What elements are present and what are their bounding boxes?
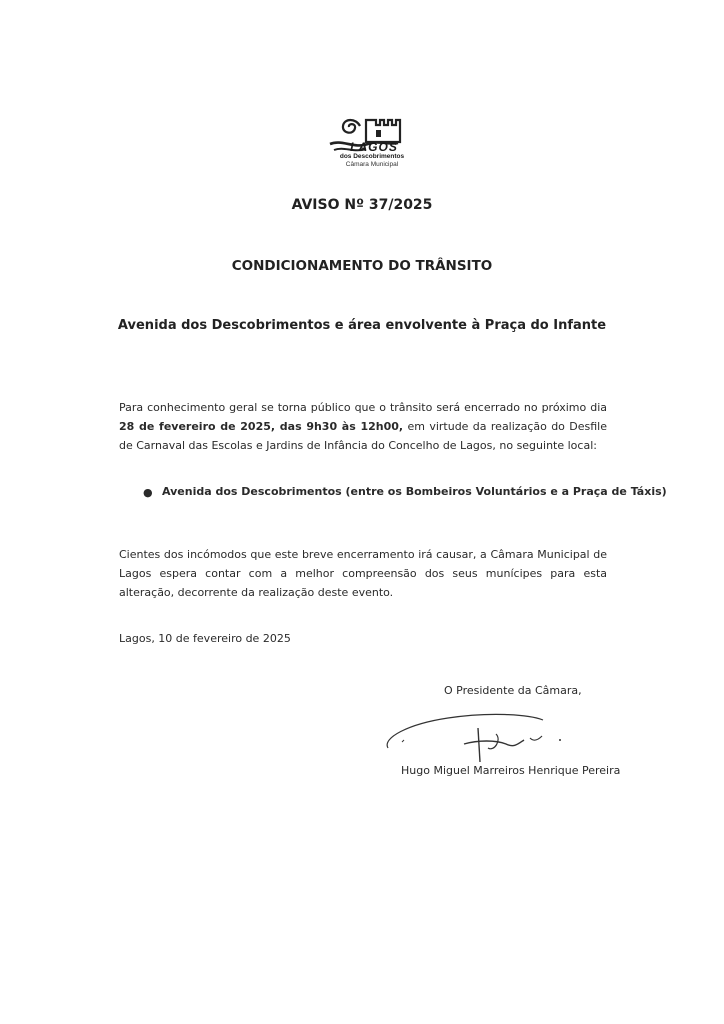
signatory-title: O Presidente da Câmara, (444, 684, 582, 697)
paragraph-date-bold: 28 de fevereiro de 2025, das 9h30 às 12h00, (119, 420, 404, 433)
notice-title: CONDICIONAMENTO DO TRÂNSITO (231, 258, 493, 274)
paragraph-text: Para conhecimento geral se torna público que o trânsito será encerrado no próximo dia (119, 401, 607, 414)
document-date: Lagos, 10 de fevereiro de 2025 (119, 632, 291, 645)
bullet-icon: ● (143, 486, 153, 499)
paragraph-apology: Cientes dos incómodos que este breve encerramento irá causar, a Câmara Municipal de Lagos espera contar com a melhor compreensão dos seus munícipes para esta alteração, decorrente da realização deste evento. (119, 548, 607, 599)
logo-name: LAGOS (350, 140, 398, 154)
notice-subtitle: Avenida dos Descobrimentos e área envolvente à Praça do Infante (117, 318, 607, 333)
aviso-number: AVISO Nº 37/2025 (291, 197, 433, 213)
logo-text (326, 141, 408, 168)
logo-entity: Câmara Municipal (345, 160, 399, 168)
paragraph-text: em virtude da realização do Desfile de Carnaval das Escolas e Jardins de Infância do Concelho de Lagos, no seguinte local: (119, 420, 607, 452)
signature-icon (378, 700, 578, 770)
signer-name: Hugo Miguel Marreiros Henrique Pereira (401, 764, 621, 777)
paragraph-announcement (119, 398, 607, 455)
logo-subtitle: dos Descobrimentos (339, 153, 405, 160)
list-item: Avenida dos Descobrimentos (entre os Bombeiros Voluntários e a Praça de Táxis) (162, 485, 667, 498)
